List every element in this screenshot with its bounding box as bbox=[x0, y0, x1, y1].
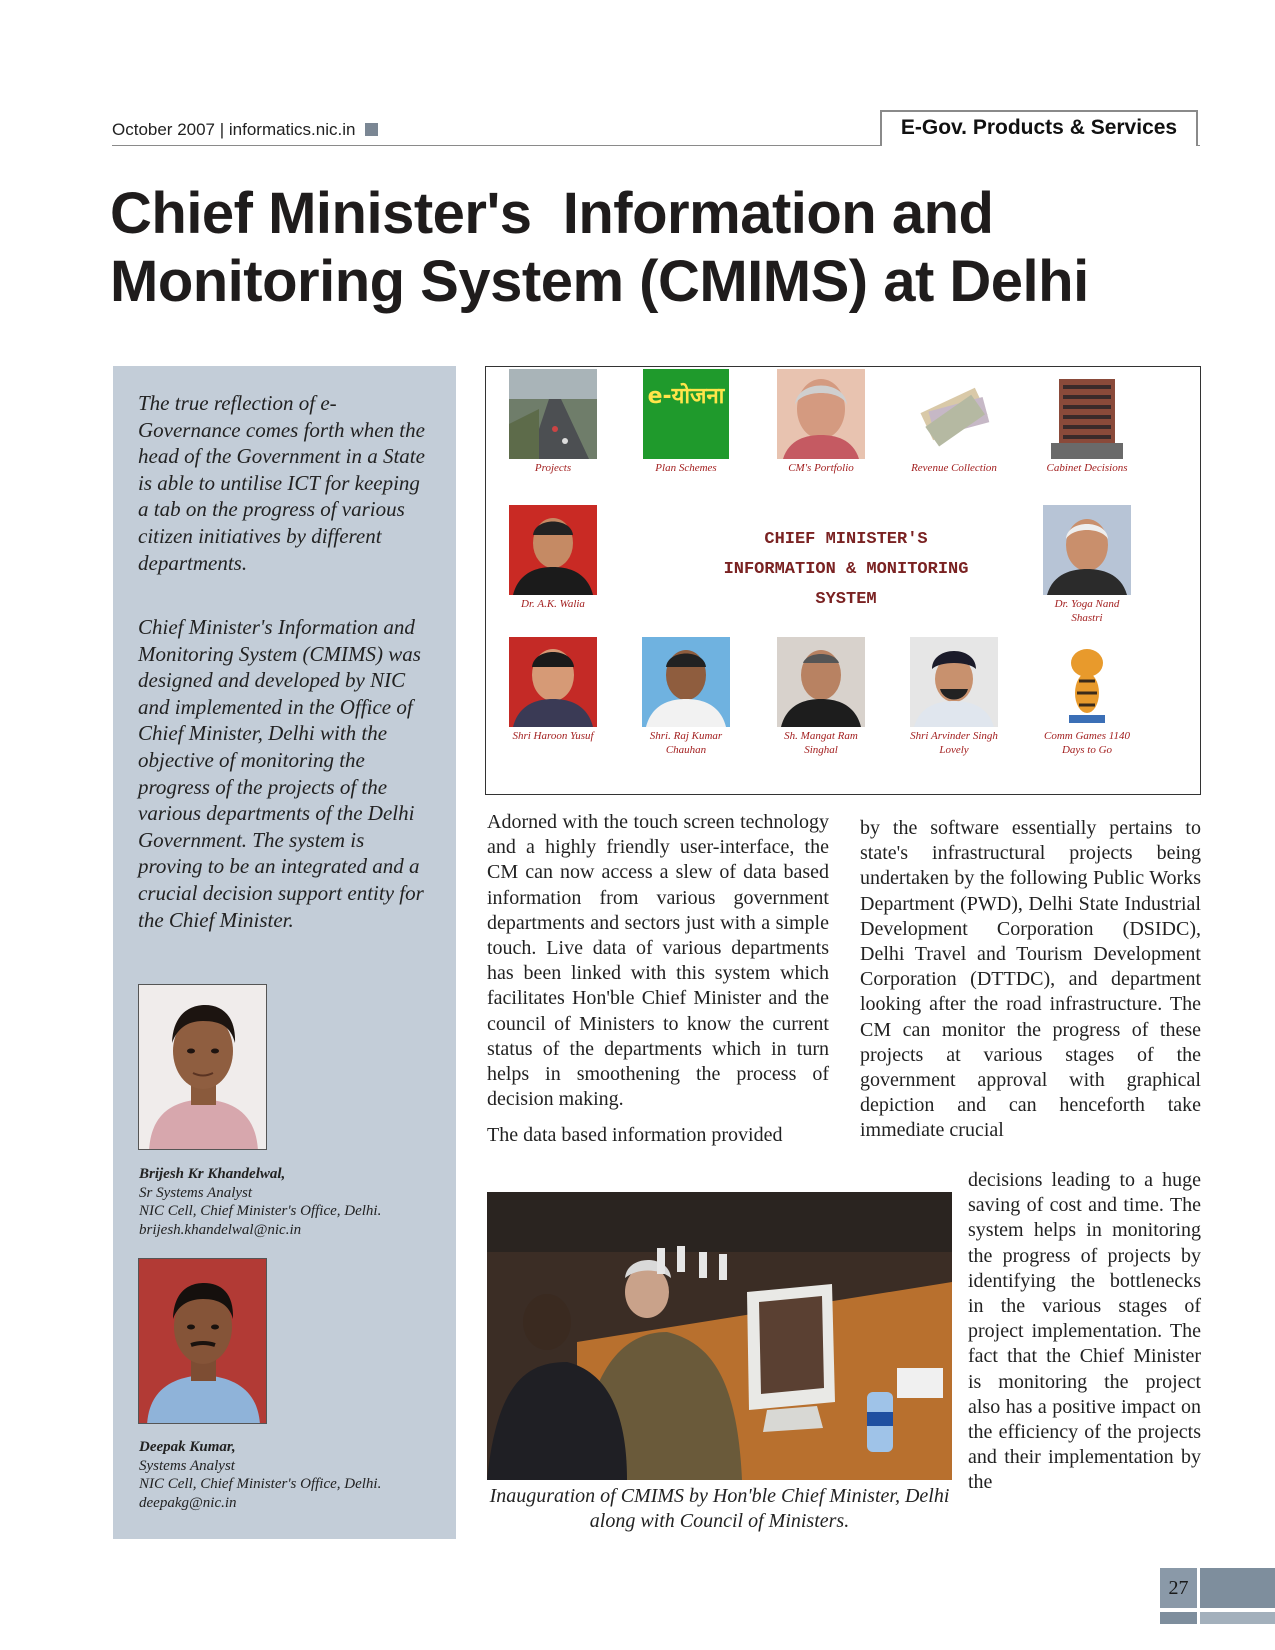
tile-plan-schemes[interactable] bbox=[641, 369, 731, 475]
tile-caption: CM's Portfolio bbox=[788, 462, 854, 474]
tile-caption: Revenue Collection bbox=[911, 462, 997, 474]
tile-revenue-collection[interactable] bbox=[909, 369, 999, 475]
issue-line bbox=[112, 120, 378, 140]
author-office: NIC Cell, Chief Minister's Office, Delhi. bbox=[139, 1203, 382, 1219]
tile-caption: Projects bbox=[534, 462, 572, 474]
author-credit-1 bbox=[139, 1165, 439, 1239]
tile-comm-games[interactable] bbox=[1042, 637, 1132, 757]
author-credit-2 bbox=[139, 1438, 439, 1512]
tile-caption: Plan Schemes bbox=[655, 462, 717, 474]
cmims-screen bbox=[485, 366, 1201, 795]
tile-caption: Shri. Raj Kumar Chauhan bbox=[649, 730, 723, 756]
screen-title-line-1: CHIEF MINISTER'S bbox=[764, 530, 928, 549]
portrait-icon bbox=[509, 637, 597, 727]
body-paragraph-1: Adorned with the touch screen technology and a highly friendly user-interface, the CM can now access a slew of data based information from various government departments and sectors just with a simple touch. Live data of various departments has been linked with this system which facilitates Hon'ble Chief Minister and the council of Ministers to know the current status of the departments which in turn helps in smoothening the process of decision making. bbox=[487, 811, 829, 1111]
tile-caption: Shri Arvinder Singh Lovely bbox=[910, 730, 998, 756]
author-email: deepakg@nic.in bbox=[139, 1494, 237, 1511]
tile-caption: Cabinet Decisions bbox=[1046, 462, 1128, 474]
currency-notes-icon bbox=[910, 369, 998, 459]
body-column-3 bbox=[968, 1168, 1201, 1496]
tile-caption: Dr. Yoga Nand Shastri bbox=[1054, 598, 1120, 624]
body-column-2 bbox=[860, 816, 1201, 1144]
portrait-icon bbox=[910, 637, 998, 727]
intro-paragraph-2: Chief Minister's Information and Monitoring System (CMIMS) was designed and developed by NIC and implemented in the Office of Chief Minister, Delhi with the objective of monitoring the progress of the projects of the various departments of the Delhi Government. The system is proving to be an integrated and a crucial decision support entity for the Chief Minister. bbox=[138, 615, 424, 932]
sidebar bbox=[113, 366, 456, 1539]
building-icon bbox=[1043, 369, 1131, 459]
page-tab-bar bbox=[1160, 1612, 1197, 1624]
tile-caption: Shri Haroon Yusuf bbox=[512, 730, 594, 742]
tile-cms-portfolio[interactable] bbox=[776, 369, 866, 475]
portrait-icon bbox=[777, 637, 865, 727]
page-tab-bar bbox=[1200, 1568, 1275, 1608]
body-paragraph-3: by the software essentially pertains to state's infrastructural projects being undertaken by the following Public Works Department (PWD), Delhi State Industrial Development Corporation (DSIDC), Delhi Travel and Tourism Development Corporation (DTTDC), and department looking after the road infrastructure. The CM can monitor the progress of these projects at various stages of the government approval with graphical depiction and can henceforth take immediate crucial bbox=[860, 817, 1201, 1142]
tile-shri-raj-kumar-chauhan[interactable] bbox=[641, 637, 731, 757]
author-name: Deepak Kumar, bbox=[139, 1439, 236, 1455]
body-paragraph-2: The data based information provided bbox=[487, 1124, 783, 1147]
page-number: 27 bbox=[1160, 1568, 1197, 1608]
screen-title-line-2: INFORMATION & MONITORING bbox=[723, 560, 969, 579]
author-designation: Systems Analyst bbox=[139, 1457, 235, 1474]
portrait-icon bbox=[642, 637, 730, 727]
cm-portrait-icon bbox=[777, 369, 865, 459]
cmims-screen-title bbox=[696, 525, 996, 615]
tile-shri-haroon-yusuf[interactable] bbox=[508, 637, 598, 743]
title-line-1: Chief Minister's Information and bbox=[110, 181, 994, 246]
portrait-icon bbox=[509, 505, 597, 595]
tile-caption: Sh. Mangat Ram Singhal bbox=[784, 730, 858, 756]
title-line-2: Monitoring System (CMIMS) at Delhi bbox=[110, 249, 1089, 314]
author-name: Brijesh Kr Khandelwal, bbox=[139, 1166, 286, 1182]
author-photo-1 bbox=[138, 984, 267, 1150]
page-tab-bar bbox=[1200, 1612, 1275, 1624]
road-photo-icon bbox=[509, 369, 597, 459]
screen-title-line-3: SYSTEM bbox=[815, 590, 877, 609]
games-mascot-icon bbox=[1043, 637, 1131, 727]
body-paragraph-4: decisions leading to a huge saving of cost and time. The system helps in monitoring the progress of projects by identifying the bottlenecks in the various stages of project implementation. The fact that the Chief Minister is monitoring the project also has a positive impact on the efficiency of the projects and their implementation by the bbox=[968, 1169, 1201, 1494]
yojana-logo-icon bbox=[643, 369, 729, 459]
author-designation: Sr Systems Analyst bbox=[139, 1184, 253, 1201]
author-photo-2 bbox=[138, 1258, 267, 1424]
author-office: NIC Cell, Chief Minister's Office, Delhi. bbox=[139, 1476, 382, 1492]
tile-dr-ak-walia[interactable] bbox=[508, 505, 598, 611]
photo-caption: Inauguration of CMIMS by Hon'ble Chief Minister, Delhi along with Council of Ministers. bbox=[489, 1485, 950, 1532]
author-email: brijesh.khandelwal@nic.in bbox=[139, 1221, 302, 1238]
tile-shri-arvinder-singh-lovely[interactable] bbox=[909, 637, 999, 757]
portrait-icon bbox=[1043, 505, 1131, 595]
intro-paragraph-1: The true reflection of e-Governance comes forth when the head of the Government in a State is able to untilise ICT for keeping a tab on the progress of various citizen initiatives by different departments. bbox=[138, 391, 425, 575]
yojana-logo-text: e-योजना bbox=[647, 384, 725, 409]
issue-text: October 2007 | informatics.nic.in bbox=[112, 120, 356, 139]
tile-projects[interactable] bbox=[508, 369, 598, 475]
tile-caption: Comm Games 1140 Days to Go bbox=[1044, 730, 1130, 756]
tile-cabinet-decisions[interactable] bbox=[1042, 369, 1132, 475]
tile-dr-yoga-nand-shastri[interactable] bbox=[1042, 505, 1132, 625]
inauguration-photo bbox=[487, 1192, 952, 1480]
tile-sh-mangat-ram-singhal[interactable] bbox=[776, 637, 866, 757]
section-label: E-Gov. Products & Services bbox=[880, 110, 1198, 146]
article-title bbox=[110, 180, 1210, 316]
body-column-1 bbox=[487, 810, 829, 1149]
square-bullet-icon bbox=[365, 123, 378, 136]
tile-caption: Dr. A.K. Walia bbox=[521, 598, 585, 610]
